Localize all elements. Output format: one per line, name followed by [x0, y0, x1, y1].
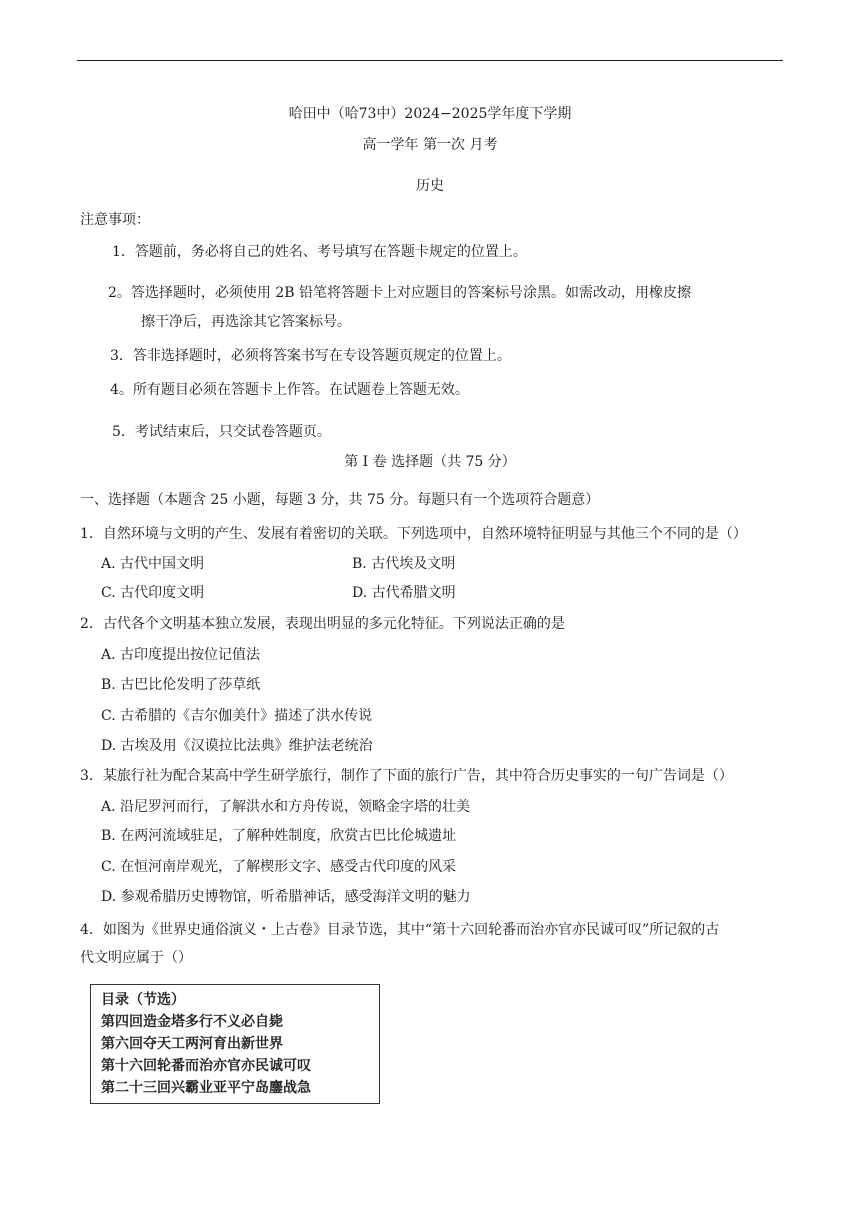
toc-row-6: 第六回夺天工两河育出新世界 [101, 1036, 283, 1052]
q2-option-d: D. 古埃及用《汉谟拉比法典》维护法老统治 [101, 738, 373, 754]
notice-item-1: 1．答题前，务必将自己的姓名、考号填写在答题卡规定的位置上。 [112, 244, 527, 260]
notice-item-2-cont: 擦干净后，再选涂其它答案标号。 [141, 314, 351, 330]
q3-option-b: B. 在两河流域驻足，了解种姓制度，欣赏古巴比伦城遗址 [101, 828, 457, 844]
subject-title: 历史 [416, 178, 444, 194]
q3-option-a: A. 沿尼罗河而行，了解洪水和方舟传说，领略金字塔的壮美 [101, 799, 471, 815]
q2-option-a: A. 古印度提出按位记值法 [101, 647, 261, 663]
q2-stem: 2．古代各个文明基本独立发展，表现出明显的多元化特征。下列说法正确的是 [80, 616, 565, 632]
q1-stem: 1．自然环境与文明的产生、发展有着密切的关联。下列选项中，自然环境特征明显与其他三个不同的是（） [80, 526, 747, 542]
toc-row-16: 第十六回轮番而治亦官亦民诚可叹 [101, 1058, 311, 1074]
q1-option-d: D. 古代希腊文明 [352, 585, 456, 601]
notice-item-2: 2。答选择题时，必须使用 2B 铅笔将答题卡上对应题目的答案标号涂黑。如需改动，用橡皮擦 [108, 285, 692, 301]
exam-line: 高一学年 第一次 月考 [362, 137, 498, 153]
notice-title: 注意事项： [80, 212, 150, 228]
q2-option-c: C. 古希腊的《吉尔伽美什》描述了洪水传说 [101, 708, 373, 724]
notice-item-5: 5．考试结束后，只交试卷答题页。 [112, 424, 331, 440]
part-one-title: 第 I 卷 选择题（共 75 分） [344, 454, 516, 470]
q1-option-a: A. 古代中国文明 [101, 556, 205, 572]
toc-title: 目录（节选） [101, 992, 185, 1008]
q1-option-c: C. 古代印度文明 [101, 585, 205, 601]
q2-option-b: B. 古巴比伦发明了莎草纸 [101, 677, 261, 693]
notice-item-4: 4。所有题目必须在答题卡上作答。在试题卷上答题无效。 [110, 382, 469, 398]
q4-stem: 4．如图为《世界史通俗演义・上古卷》目录节选，其中“第十六回轮番而治亦官亦民诚可叹”所记叙的古 [80, 922, 720, 938]
q3-stem: 3．某旅行社为配合某高中学生研学旅行，制作了下面的旅行广告，其中符合历史事实的一句广告词是（） [80, 768, 733, 784]
section-heading: 一、选择题（本题含 25 小题，每题 3 分，共 75 分。每题只有一个选项符合题意） [80, 492, 600, 508]
top-rule [77, 60, 783, 61]
notice-item-3: 3．答非选择题时，必须将答案书写在专设答题页规定的位置上。 [110, 348, 511, 364]
q3-option-d: D. 参观希腊历史博物馆，听希腊神话，感受海洋文明的魅力 [101, 889, 471, 905]
toc-figure [90, 984, 380, 1104]
q3-option-c: C. 在恒河南岸观光，了解楔形文字、感受古代印度的风采 [101, 859, 457, 875]
toc-row-23: 第二十三回兴霸业亚平宁岛鏖战急 [101, 1080, 311, 1096]
q4-stem-cont: 代文明应属于（） [80, 950, 192, 966]
q1-option-b: B. 古代埃及文明 [352, 556, 456, 572]
school-line: 哈田中（哈73中）2024−2025学年度下学期 [288, 106, 572, 122]
toc-row-4: 第四回造金塔多行不义必自毙 [101, 1014, 283, 1030]
